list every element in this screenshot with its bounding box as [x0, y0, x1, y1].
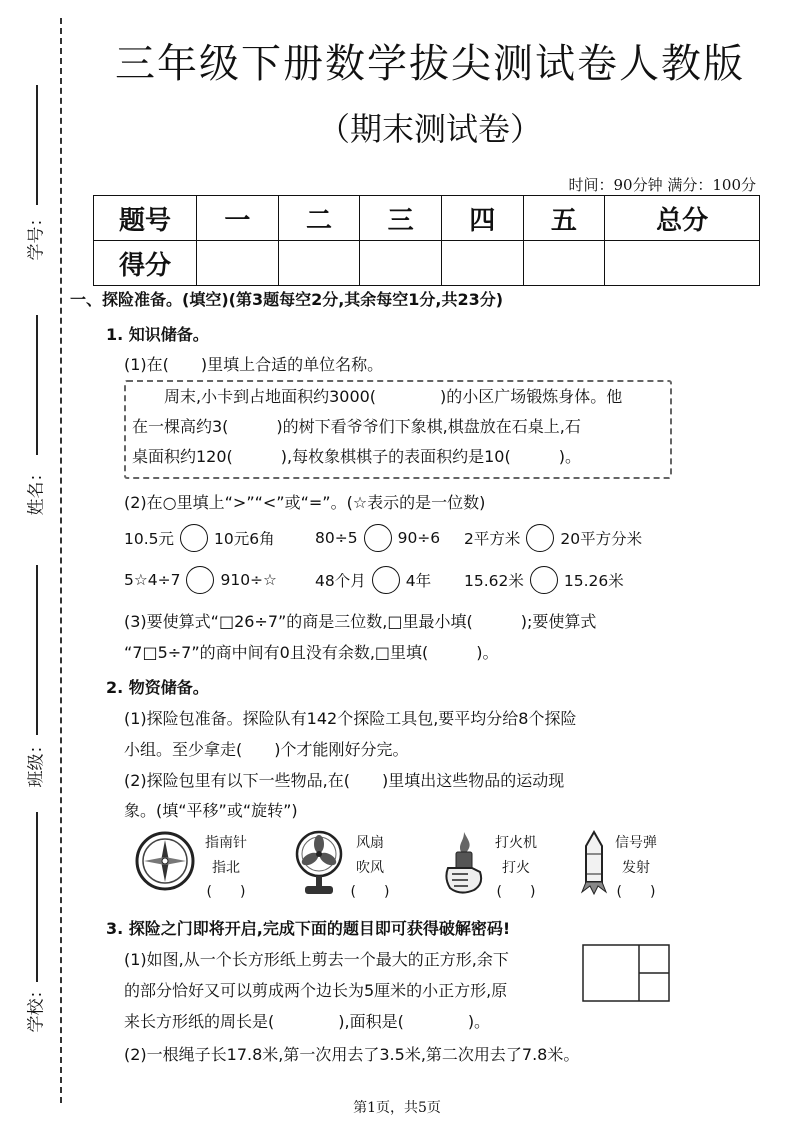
score-row-head: 得分 — [94, 241, 197, 286]
q2-part1-line2: 小组。至少拿走( )个才能刚好分完。 — [124, 740, 409, 759]
student-id-label: 学号： — [26, 209, 47, 261]
page-title: 三年级下册数学拔尖测试卷人教版 — [115, 41, 745, 87]
student-id-line — [36, 85, 38, 205]
score-cell[interactable] — [197, 241, 279, 286]
compare-item — [464, 524, 642, 552]
compare-item — [315, 566, 431, 594]
exam-meta: 时间：90分钟 满分：100分 — [568, 176, 756, 194]
item-name: 风扇 — [356, 835, 384, 851]
compare-left: 5☆4÷7 — [124, 571, 181, 589]
compare-item — [315, 524, 440, 552]
compare-right: 20平方分米 — [560, 530, 643, 548]
score-header-cell: 总分 — [605, 196, 760, 241]
class-line — [36, 565, 38, 735]
compare-item — [124, 566, 277, 594]
school-label: 学校： — [26, 981, 47, 1033]
page-subtitle: （期末测试卷） — [317, 110, 542, 148]
compare-left: 2平方米 — [464, 530, 521, 548]
compare-left: 10.5元 — [124, 530, 175, 548]
compare-right: 90÷6 — [397, 529, 441, 547]
page-number: 第1页，共5页 — [353, 1100, 441, 1116]
compare-circle[interactable] — [180, 524, 208, 552]
name-label: 姓名： — [26, 464, 47, 516]
lighter-icon — [438, 830, 490, 896]
compare-circle[interactable] — [372, 566, 400, 594]
item-blank[interactable]: ( ) — [496, 884, 536, 900]
item-name: 信号弹 — [615, 835, 657, 851]
compare-left: 15.62米 — [464, 572, 524, 590]
q1-part3-line2: “7□5÷7”的商中间有0且没有余数,□里填( )。 — [124, 643, 499, 662]
compare-circle[interactable] — [186, 566, 214, 594]
q2-part2-line2: 象。(填“平移”或“旋转”) — [124, 801, 298, 820]
score-header-cell: 题号 — [94, 196, 197, 241]
score-header-cell: 一 — [197, 196, 279, 241]
compare-circle[interactable] — [526, 524, 554, 552]
q2-part2-line1: (2)探险包里有以下一些物品,在( )里填出这些物品的运动现 — [124, 771, 565, 790]
section-heading: 一、探险准备。(填空)(第3题每空2分,其余每空1分,共23分) — [70, 290, 504, 309]
score-table — [93, 195, 760, 286]
rectangle-figure — [582, 944, 670, 1002]
compass-icon — [134, 830, 196, 892]
q1-part2: (2)在○里填上“>”“<”或“=”。(☆表示的是一位数) — [124, 493, 486, 512]
score-header-cell: 五 — [523, 196, 605, 241]
compare-right: 4年 — [405, 572, 432, 590]
score-cell[interactable] — [441, 241, 523, 286]
q2-part1-line1: (1)探险包准备。探险队有142个探险工具包,要平均分给8个探险 — [124, 709, 577, 728]
q1-part1: (1)在( )里填上合适的单位名称。 — [124, 355, 384, 374]
score-cell[interactable] — [360, 241, 442, 286]
q1-part3-line1: (3)要使算式“□26÷7”的商是三位数,□里最小填( );要使算式 — [124, 612, 597, 631]
compare-right: 15.26米 — [563, 572, 624, 590]
item-name: 指南针 — [205, 835, 247, 851]
compare-right: 910÷☆ — [220, 571, 277, 589]
item-action: 发射 — [622, 860, 650, 876]
score-header-row — [94, 196, 760, 241]
compare-item — [464, 566, 624, 594]
q3-part1-line1: (1)如图,从一个长方形纸上剪去一个最大的正方形,余下 — [124, 950, 509, 969]
item-name: 打火机 — [495, 835, 537, 851]
fan-icon — [293, 830, 345, 896]
score-header-cell: 二 — [278, 196, 360, 241]
item-action: 指北 — [212, 860, 240, 876]
item-blank[interactable]: ( ) — [350, 884, 390, 900]
item-action: 吹风 — [356, 860, 384, 876]
passage-line: 桌面积约120( ),每枚象棋棋子的表面积约是10( )。 — [132, 447, 581, 466]
item-blank[interactable]: ( ) — [206, 884, 246, 900]
item-blank[interactable]: ( ) — [616, 884, 656, 900]
score-cell[interactable] — [523, 241, 605, 286]
compare-item — [124, 524, 275, 552]
passage-line: 周末,小卡到占地面积约3000( )的小区广场锻炼身体。他 — [132, 387, 623, 406]
q1-title: 1. 知识储备。 — [106, 325, 209, 344]
binding-dashed-line — [60, 18, 62, 1103]
score-header-cell: 三 — [360, 196, 442, 241]
passage-line: 在一棵高约3( )的树下看爷爷们下象棋,棋盘放在石桌上,石 — [132, 417, 581, 436]
name-line — [36, 315, 38, 455]
class-label: 班级： — [26, 736, 47, 788]
q1-passage-box — [124, 380, 672, 479]
compare-circle[interactable] — [364, 524, 392, 552]
compare-left: 48个月 — [315, 572, 366, 590]
score-cell[interactable] — [605, 241, 760, 286]
school-line — [36, 812, 38, 982]
q2-title: 2. 物资储备。 — [106, 678, 209, 697]
flare-icon — [580, 830, 608, 896]
compare-right: 10元6角 — [214, 530, 275, 548]
score-cell[interactable] — [278, 241, 360, 286]
q3-part1-line2: 的部分恰好又可以剪成两个边长为5厘米的小正方形,原 — [124, 981, 508, 1000]
compare-circle[interactable] — [530, 566, 558, 594]
item-action: 打火 — [502, 860, 530, 876]
compare-left: 80÷5 — [315, 529, 358, 547]
score-row — [94, 241, 760, 286]
q3-part1-line3: 来长方形纸的周长是( ),面积是( )。 — [124, 1012, 491, 1031]
score-header-cell: 四 — [441, 196, 523, 241]
q3-part2: (2)一根绳子长17.8米,第一次用去了3.5米,第二次用去了7.8米。 — [124, 1045, 580, 1064]
q3-title: 3. 探险之门即将开启,完成下面的题目即可获得破解密码! — [106, 919, 511, 938]
